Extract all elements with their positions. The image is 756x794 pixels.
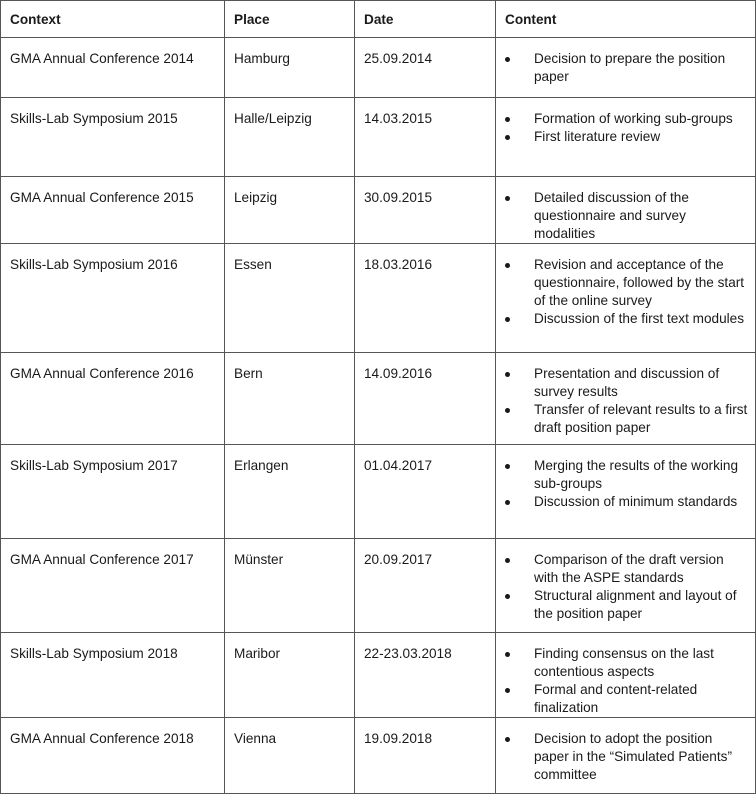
cell-place: Münster: [225, 539, 355, 633]
cell-date: 20.09.2017: [355, 539, 496, 633]
content-item: [505, 365, 749, 401]
table-row: [1, 539, 756, 633]
header-context: Context: [1, 1, 225, 38]
content-text: First literature review: [534, 129, 661, 144]
content-item: [505, 730, 749, 784]
content-item: [505, 256, 749, 310]
content-text: Presentation and discussion of survey results: [534, 366, 720, 399]
cell-date: 14.03.2015: [355, 98, 496, 177]
content-text: Revision and acceptance of the questionnaire, followed by the start of the online survey: [534, 257, 745, 308]
content-item: [505, 587, 749, 623]
content-text: Structural alignment and layout of the position paper: [534, 588, 737, 621]
cell-context: GMA Annual Conference 2016: [1, 353, 225, 445]
cell-content: [496, 539, 756, 633]
content-list: [505, 645, 749, 717]
table-header-row: [1, 1, 756, 38]
cell-context: Skills-Lab Symposium 2015: [1, 98, 225, 177]
cell-date: 01.04.2017: [355, 445, 496, 539]
header-date: Date: [355, 1, 496, 38]
table-row: [1, 633, 756, 718]
header-place: Place: [225, 1, 355, 38]
table-row: [1, 38, 756, 98]
cell-place: Essen: [225, 244, 355, 353]
content-text: Decision to prepare the position paper: [534, 51, 726, 84]
table-row: [1, 445, 756, 539]
content-list: [505, 730, 749, 784]
content-text: Finding consensus on the last contentious aspects: [534, 646, 714, 679]
content-item: [505, 128, 749, 146]
cell-place: Erlangen: [225, 445, 355, 539]
content-item: [505, 551, 749, 587]
cell-context: GMA Annual Conference 2014: [1, 38, 225, 98]
cell-context: GMA Annual Conference 2018: [1, 718, 225, 794]
content-text: Merging the results of the working sub-groups: [534, 458, 739, 491]
cell-date: 25.09.2014: [355, 38, 496, 98]
cell-context: Skills-Lab Symposium 2016: [1, 244, 225, 353]
cell-place: Maribor: [225, 633, 355, 718]
cell-content: [496, 445, 756, 539]
cell-content: [496, 353, 756, 445]
cell-date: 19.09.2018: [355, 718, 496, 794]
table-row: [1, 98, 756, 177]
content-text: Detailed discussion of the questionnaire and survey modalities: [534, 190, 689, 241]
cell-content: [496, 244, 756, 353]
cell-date: 14.09.2016: [355, 353, 496, 445]
cell-date: 22-23.03.2018: [355, 633, 496, 718]
cell-place: Hamburg: [225, 38, 355, 98]
content-text: Comparison of the draft version with the ASPE standards: [534, 552, 724, 585]
cell-place: Halle/Leipzig: [225, 98, 355, 177]
cell-content: [496, 177, 756, 244]
content-text: Formation of working sub-groups: [534, 111, 733, 126]
content-item: [505, 457, 749, 493]
content-item: [505, 681, 749, 717]
cell-content: [496, 38, 756, 98]
cell-context: GMA Annual Conference 2017: [1, 539, 225, 633]
content-list: [505, 110, 749, 146]
cell-place: Bern: [225, 353, 355, 445]
content-item: [505, 189, 749, 243]
content-list: [505, 256, 749, 328]
content-list: [505, 551, 749, 623]
content-list: [505, 50, 749, 86]
table-row: [1, 177, 756, 244]
cell-content: [496, 633, 756, 718]
cell-date: 18.03.2016: [355, 244, 496, 353]
content-item: [505, 645, 749, 681]
cell-date: 30.09.2015: [355, 177, 496, 244]
content-item: [505, 493, 749, 511]
content-item: [505, 110, 749, 128]
content-item: [505, 401, 749, 437]
content-text: Transfer of relevant results to a first draft position paper: [534, 402, 748, 435]
table-row: [1, 353, 756, 445]
cell-content: [496, 98, 756, 177]
header-content: Content: [496, 1, 756, 38]
content-list: [505, 189, 749, 243]
content-text: Discussion of the first text modules: [534, 311, 745, 326]
content-text: Discussion of minimum standards: [534, 494, 738, 509]
cell-context: GMA Annual Conference 2015: [1, 177, 225, 244]
content-text: Formal and content-related finalization: [534, 682, 698, 715]
content-item: [505, 50, 749, 86]
content-list: [505, 365, 749, 437]
cell-context: Skills-Lab Symposium 2017: [1, 445, 225, 539]
content-text: Decision to adopt the position paper in the “Simulated Patients” committee: [534, 731, 732, 782]
cell-content: [496, 718, 756, 794]
table-row: [1, 244, 756, 353]
cell-place: Leipzig: [225, 177, 355, 244]
cell-place: Vienna: [225, 718, 355, 794]
table-row: [1, 718, 756, 794]
content-item: [505, 310, 749, 328]
cell-context: Skills-Lab Symposium 2018: [1, 633, 225, 718]
content-list: [505, 457, 749, 511]
